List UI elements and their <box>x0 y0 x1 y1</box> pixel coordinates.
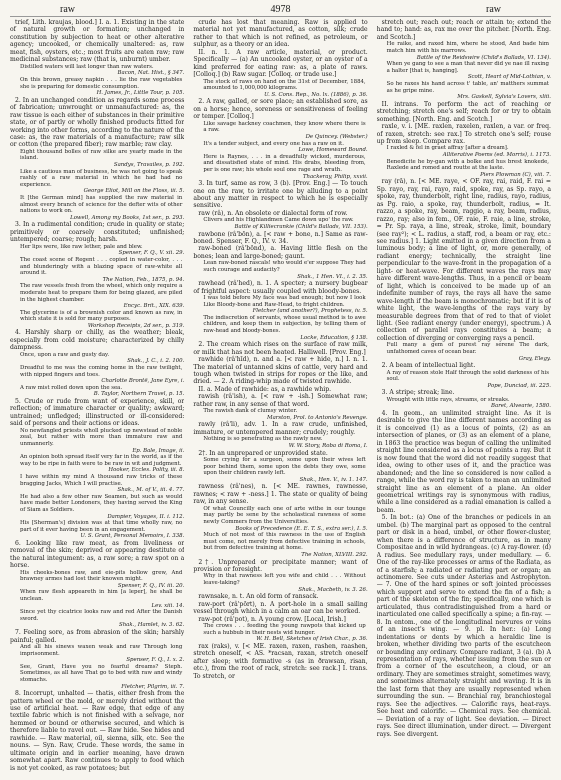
citation: Sandys, Travailes, p. 192. <box>113 162 185 169</box>
quotation: Since yet thy cicatrice looks raw and red After the Danish sword. <box>20 609 183 622</box>
quotation: The raw vessels fresh from the wheel, which only require a moderate heat to prepare them for being glazed, are piled in the highest chamber. <box>20 283 183 303</box>
entry-paragraph: rawnsake, n. t. An old form of ransack. <box>198 593 319 601</box>
quotation: The stock of raws on hand on the 31st of December, 1884, amounted to 1,000,000 kilograms. <box>203 78 366 92</box>
entry-paragraph: 2†. In an unprepared or unprovided state. <box>198 449 328 457</box>
citation: George Eliot, Mill on the Floss, iii. 5. <box>83 188 185 195</box>
entry-paragraph: trief, Lith. kraujas, blood.] I. a. 1. Existing in the state of natural growth or formation; unchanged in constitution by subjection to heat or other alterative agency; uncooked, or chemically unaltered: as, raw meat, fish, oysters, etc.; most fruits are eaten raw; raw medicinal substances; raw (that is, unburnt) umber. <box>10 19 185 64</box>
entry-paragraph: raw-pot (râ'pot), n. A young crow. [Local, Irish.] <box>198 615 346 623</box>
entry-paragraph: 8. Incorrupt, unhalted — thatis, either fresh from the pattern wheel or the mold, or merely dried without the use of artificial heat. — Raw edge, that edge of any textile fabric which is not finished with a selvage, nor hemmed or bound or otherwise secured, and which is therefore liable to ravel out. — Raw hide. See hides and rawhide. — Raw material, oil, sienna, silk, etc. See the nouns. — Syn. Raw, Crude. These words, the same in ultimate origin and in earlier meaning, have drawn somewhat apart. Raw continues to apply to food which is not yet cooked, as raw potatoes; but <box>10 690 185 772</box>
citation: Dampier, Voyages, II. i. 112. <box>107 513 185 520</box>
entry-paragraph: 3. A stripe; streak; line. <box>381 389 455 397</box>
quotation: It [the German mind] has supplied the raw material in almost every branch of science for the defter wits of other nations to work on. <box>20 195 183 215</box>
citation: Gray, Elegy. <box>518 355 551 362</box>
quotation: The coast scene of Regent . . . copied in water-color, . . . and blunderingly with a blazing space of raw-white all around it. <box>20 256 183 277</box>
entry-paragraph: rax (raks), v. [< ME. raxen, raxen, rashen, raashen, stretch oneself, < AS. *racsan, raxan, stretch oneself after sleep; with formative -s (as in ðrawsan, risan, etc.), from the root of rack, stretch: see rack.] I. trans. To stretch, or <box>193 642 368 680</box>
quotation: Nothing is so penetrating as the rawly new. <box>203 436 323 443</box>
entry-paragraph: 4. In geom., an unlimited straight line. As it is desirable to give the line different names according as it is conceived (1) as a locus of points, (2) as an intersection of planes, or (3) as an element of a plane, in 1863 the practice was begun of calling the unlimited straight line considered as a locus of points a ray. But it is now found that the word did not readily suggest that idea, owing to other uses of it, and the practice was abandoned; and the line so considered is now called a range, while the word ray is taken to mean an unlimited straight line as an element of a plane. An older geometrical writings ray is synonymous with radius, while a line considered as a radial emanation is called a beam. <box>376 410 551 514</box>
citation: W. H. Bell, Sketches of Irish Char., p. 36. <box>256 636 368 643</box>
citation: Lowell, Among my Books, 1st ser., p. 293. <box>70 214 185 221</box>
citation: Hooker, Eccles. Polity, iii. 8. <box>108 467 185 474</box>
quotation: And all his sinews waxen weak and raw Through long imprisonment. <box>20 643 183 657</box>
text-columns <box>10 19 551 777</box>
citation: Alliterative Poems (ed. Morris), i. 1173. <box>442 152 551 159</box>
quotation: Dreadful to me was the coming home in the raw twilight, with nipped fingers and toes. <box>20 365 183 378</box>
column-3 <box>377 19 551 777</box>
citation: Scott, Heart of Mid-Lothian, v. <box>467 74 551 81</box>
citation: B. Taylor, Northern Travel, p. 15. <box>93 391 185 398</box>
entry-paragraph: raw-boned (râ'bōnd), a. Having little flesh on the bones; lean and large-boned; gaunt. <box>193 245 368 260</box>
citation: Encyc. Brit., XIX. 639. <box>123 303 185 310</box>
entry-paragraph: 3. In a rudimental condition; crude in quality or state; primitively or coarsely constituted; unfinished; untempered; coarse; rough; harsh. <box>10 221 185 244</box>
quotation: Wrought with little rays, streams, or streaks. <box>386 396 510 403</box>
entry-paragraph: 2†. Unprepared or precipitate manner; want of provision or foresight. <box>193 558 368 573</box>
citation: Battle of the Reidswire (Child's Ballads, VI. 134). <box>416 54 551 61</box>
quotation: Of what Councilly each one of arte withe in our tounge may partly be sene by the scholastical rawness of some newly Commers from the Universities. <box>203 505 366 525</box>
entry-paragraph: ray (rā), n. [< ME. raye, < OF. ray, rai, raid, F. rai = Sp. rayo, ray, rai, rayo, raid, spoke, ray, as Sp. rayo, a spoke, ray, thunderbolt, right line, radius, rayo, radius, as Pg. raio, a spoke, ray, thunderbolt, radius, = It. razzo, a spoke, ray, beam, raggio, a ray, beam, radius, razzo, ray; also in fem., OF. raie, F. raie, a line, stroke, = Pr. Sp. raya, a line, streak, stroke, limit, boundary (see ray²); < L. radius, a staff, rod, a beam or ray, etc.: see radius.] 1. Light emitted in a given direction from a luminous body; a line of light, or, more generally, of radiant energy; technically, the straight line perpendicular to the wave-front in the propagation of a light- or heat-wave. For different waves the rays may have different wave-lengths. Thus, in a pencil or beam of light, which is conceived to be made up of an indefinite number of rays, the rays all have the same wave-length if the beam is monochromatic; but if it is of white light, the wave-lengths of the rays vary by measurable degrees from that of red to that of violet light. (See radiant energy (under energy), spectrum.) A collection of parallel rays constitutes a beam; a collection of diverging or converging rays a pencil. <box>376 178 551 342</box>
quotation: I raxled & fel in graet affray [after a dream]. <box>386 145 509 152</box>
quotation: Distilled waters will last longer than raw waters. <box>20 63 154 70</box>
citation: Lev. xiii. 14. <box>151 602 185 609</box>
citation: Ep. Bale, Image, ii. <box>132 447 185 454</box>
entry-paragraph: 5. In bot.: (a) One of the branches or pedicels in an umbel. (b) The marginal part as opposed to the central part or disk in a head, umbel, or other flower-cluster, when there is a difference of structure, as in many Compositae and in wild hydrangeas. (c) A ray-flower. (d) A radius. See medullary rays, under medullary. — 6. One of the ray-like processes or arms of the Radiata, as of a starfish; a radiated or radiating part or organ; an actinomere. See cuts under Asterias and Astrophyton. — 7. One of the hard spines or soft jointed processes which support and serve to extend the fin of a fish; a part of the skeleton of the fin; specifically, one which is articulated, thus contradistinguished from a hard or inarticulated one called specifically a spine; a fin-ray. — 8. In entom., one of the longitudinal nervures or veins of an insect's wing. — 9. pl. In her.: (a) Long indentations or dents by which a heraldic line is broken, whether dividing two parts of the escutcheon or bounding any ordinary. Compare radiant, 3 (a). (b) A representation of rays, whether issuing from the sun or from a corner of the escutcheon, a cloud, or an ordinary. They are sometimes straight, sometimes wavy, and sometimes alternately straight and waving. It is in the last form that they are usually represented when surrounding the sun. — Branchial ray, branchiostegal rays. See the adjectives. — Calorific rays, heat-rays. See heat and calorific. — Chemical rays. See chemical. — Deviation of a ray of light. See deviation. — Direct rays. See direct illumination, under direct. — Divergent rays. See divergent. <box>376 514 551 738</box>
quotation: Her lips were, like raw lether, pale and blew. <box>20 243 143 250</box>
citation: Shak., Hamlet, iv. 3. 62. <box>119 622 185 629</box>
quotation: On this brown, greasy napkin . . . lie the raw vegetables she is preparing for domestic consumption. <box>20 76 183 90</box>
quotation: The crows . . . feeding the young rawpots that kicked up such a hubbub in their nests wid hunger. <box>203 623 366 636</box>
citation: Fletcher (and another?), Prophetess, iv. 5. <box>252 308 368 315</box>
citation: Spenser, F. Q., V. xii. 29. <box>118 250 185 257</box>
entry-paragraph: rawness (râ'nes), n. [< ME. rawnes, rawnesse, rawnes; < raw + -ness.] 1. The state or quality of being raw, in any sense. <box>193 483 368 506</box>
entry-paragraph: 6. Looking like raw meat, as from liveliness or removal of the skin; deprived or appearing destitute of the natural integument: as, a raw sore; a raw spot on a horse. <box>10 539 185 570</box>
quotation: So he raxes his hand across t' table, an' matthers summat as he gripe mine. <box>386 80 549 94</box>
citation: Thackeray, Philip, xxvii. <box>302 173 368 180</box>
entry-paragraph: 2. The cream which rises on the surface of raw milk, or milk that has not been heated. Halliwell. [Prov. Eng.] <box>193 341 368 356</box>
quotation: It's a tender subject, and every one has a raw on it. <box>203 140 344 147</box>
citation: Pope, Dunciad, iii. 225. <box>487 382 551 389</box>
citation: Mrs. Gaskell, Sylvia's Lovers, xliii. <box>457 94 551 101</box>
quotation: The rawish dank of clumsy winter. <box>203 408 298 415</box>
header-right-guideword: raw <box>486 4 501 15</box>
page-header <box>10 4 551 17</box>
entry-paragraph: 7. Feeling sore, as from abrasion of the skin; harshly painful; galled. <box>10 629 185 644</box>
quotation: Like savage hackney coachmen, they know where there is a raw. <box>203 120 366 134</box>
quotation: See, Grant, Have you no fearful dreams? Steph. Sometimes, as all have That go to bed with raw and windy stomachs. <box>20 663 183 683</box>
entry-paragraph: 4. Harshly sharp or chilly, as the weather; bleak, especially from cold moisture; characterized by chilly dampness. <box>10 329 185 352</box>
quotation: I was told before My face was bad enough; but now I look Like Bloody-bone and Raw-Head, to fright children. <box>203 295 366 308</box>
entry-paragraph: II. n. 1. A raw article, material, or product. Specifically — (a) An uncooked oyster, or an oyster of a kind preferred for eating raw: as, a plate of raws. [Colloq.] (b) Raw sugar. [Colloq. or trade use.] <box>193 48 368 79</box>
entry-paragraph: raw (râ), n. An obsolete or dialectal form of row. <box>198 209 348 217</box>
entry-paragraph: II. intrans. To perform the act of reaching or stretching; stretch one's self; reach for or try to obtain something. [North. Eng. and Scotch.] <box>376 100 551 123</box>
quotation: Lean raw-boned rascals! who would e'er suppose They had such courage and audacity? <box>203 260 366 273</box>
entry-paragraph: rawly (râ'li), adv. 1. In a raw crude, unfinished, immature, or untempered manner; crudely; roughly. <box>193 421 368 436</box>
entry-paragraph: 2. A beam of intellectual light. <box>381 362 476 370</box>
quotation: Much of not most of this rawness in the use of English must come, not merely from defective training in schools, but from defective training at home. <box>203 532 366 552</box>
citation: Shak., M. of V., iii. 4. 77. <box>117 487 185 494</box>
citation: Workshop Receipts, 2d ser., p. 319. <box>87 322 185 329</box>
entry-paragraph: stretch out; reach out; reach or attain to; extend the hand to; hand: as, rax me over the pitcher. [North. Eng. and Scotch.] <box>376 19 551 41</box>
quotation: When raw flesh appeareth in him [a leper], he shall be unclean. <box>20 589 183 603</box>
citation: Lowe, Homeward Bound. <box>298 147 368 154</box>
quotation: He raike, and raxed him, where he stood, And bade him match him with his marrows. <box>386 41 549 54</box>
citation: Spenser, F. Q., IV. iii. 20. <box>117 582 185 589</box>
entry-paragraph: 2. A raw, galled, or sore place; an established sore, as on a horse; hence, soreness or sensitiveness of feeling or temper. [Colloq.] <box>193 98 368 121</box>
quotation: Benedicite he by-gan with a bolke and hus brest knokede, Raxlede and romed and routte at the laste. <box>386 158 549 172</box>
quotation: I have within my mind A thousand raw tricks of these bragging Jacks, Which I will practise. <box>20 473 183 487</box>
citation: The Nation, Feb., 1875, p. 94. <box>102 276 185 283</box>
quotation: He had also a few other raw Seamen, but such as would have made better Londoners, they having served the King of Siam as Soldiers. <box>20 493 183 513</box>
quotation: Here is Raynes, . . . in a dreadfully wicked, murderous, and dissatisfied state of mind. His drabs, bleeding from, per is one raw; his whole soul one rage and wrath. <box>203 153 366 173</box>
citation: U. S. Grant, Personal Memoirs, I. 338. <box>80 533 185 540</box>
citation: Piers Plowman (C), viii. 7. <box>480 171 551 178</box>
quotation: Some crying for a surgeon, some upon their wives left poor behind them, some upon the debts they owe, some upon their children rawly left. <box>203 457 366 477</box>
quotation: The indiscretion of servants, whose usual method is to awe children, and keep them in subjection, by telling them of raw-head and bloody-bones. <box>203 314 366 335</box>
quotation: No newfangled priests wholl plucked up newstead of noble zeal, but rather with more than immature raw and unmannerly. <box>20 427 183 447</box>
entry-paragraph: 3. In turf, same as row, 3 (b). [Prov. Eng.] — To touch one on the raw, to irritate one by alluding to a point about any matter in respect to which he is especially sensitive. <box>193 180 368 210</box>
citation: Battle of Killiecrankie (Child's Ballads, VII. 153). <box>234 223 368 230</box>
entry-paragraph: crude has lost that meaning. Raw is applied to material not yet manufactured, as cotton, silk; crude rather to that which is not refined, as petroleum, or sulphur, as a theory or an idea. <box>193 19 368 49</box>
citation: H. James, Jr., Little Tour, p. 105. <box>96 90 185 97</box>
entry-paragraph: raxle, v. i. [ME. raxlen, raxelen, raxlen, a var. or freq. of raxen, stretch: see rax.] To stretch one's self; rouse up from sleep. Compare rax. <box>376 123 551 145</box>
entry-paragraph: 2. In an unchanged condition as regards some process of fabrication; unwrought or unmanufactured: as, the raw tissue is each either of substances in their primitive state, or of partly or wholly finished products fitted for working into other forms, according to the nature of the case: as, the raw materials of a manufacture; raw silk or cotton (the prepared fiber); raw marble; raw clay. <box>10 96 185 149</box>
column-1 <box>10 19 184 777</box>
quotation: Full many a gem of purest ray serene The dark, unfathomed caves of ocean bear. <box>386 342 549 355</box>
citation: De Quincey. (Webster.) <box>305 133 368 140</box>
header-left-guideword: raw <box>60 4 75 15</box>
column-2 <box>193 19 367 777</box>
citation: Shak., Hen. V., iv. 1. 147. <box>299 476 368 483</box>
citation: U. S. Cons. Rep., No. lx. (1886), p. 36. <box>264 91 368 98</box>
citation: Books of Precedence (E. E. T. S., extra ser.), I. 5. <box>235 525 368 532</box>
quotation: When ye gang to see a man that never did ye nae ill raxing a halter [that is, hanging]. <box>386 61 549 74</box>
entry-paragraph: rawish (râ'ish), a. [< raw + -ish.] Somewhat raw; rather raw, in any sense of that word. <box>193 393 368 408</box>
citation: W. W. Story, Roba di Roma, I. <box>288 442 368 449</box>
citation: Charlotte Brontë, Jane Eyre, i. <box>101 378 185 385</box>
quotation: A raw mist rolled down upon the sea. <box>20 384 123 391</box>
entry-paragraph: 5. Crude or rude from want of experience, skill, or reflection; of immature character or quality; awkward; untrained; unfledged; illinstructed or ill-considered: said of persons and their actions or ideas. <box>10 397 185 428</box>
quotation: Eight thousand bolles of raw silke are yearly made in the island. <box>20 148 183 162</box>
citation: Shak., Macbeth, iv. 3. 26. <box>298 586 368 593</box>
entry-paragraph: rawbone (râ'bōn), a. [< raw + bone, n.] Same as raw-boned. Spenser, F. Q., IV. v. 34. <box>193 230 368 246</box>
citation: Spenser, F. Q., I. x. 2. <box>126 657 185 664</box>
quotation: A ray of reason stole Half through the solid darkness of his soul. <box>386 369 549 383</box>
entry-paragraph: rawhide (râ'hīd), n. and a. [< raw + hide, n.] I. n. 1. The material of untanned skins of cattle, very hard and tough when twisted in strips for ropes or the like, and dried. — 2. A riding-whip made of twisted rawhide. <box>193 356 368 386</box>
quotation: Like a cautious man of business, he was not going to speak rashly of a raw material in which he had had no experience. <box>20 168 183 188</box>
quotation: Once, upon a raw and gusty day. <box>20 351 110 358</box>
quotation: His [Sherman's] division was at that time wholly raw, no part of it ever having been in an engagement. <box>20 520 183 533</box>
quotation: An opinion both spread itself very far in the world, as if the way to be ripe in faith were to be raw in wit and judgment. <box>20 454 183 467</box>
citation: Fletcher, Pilgrim, iii. 7. <box>121 683 185 690</box>
citation: The Nation, XLVIII. 292. <box>301 551 368 558</box>
quotation: His cheeks-bones raw, and eie-pits hollow grew, And brawney armes had lost their knowen might. <box>20 569 183 583</box>
page-number: 4978 <box>270 4 291 15</box>
citation: Marston, Prol. to Antonio's Revenge. <box>267 414 368 421</box>
quotation: The glycerine is of a brownish color and known as raw, in which state it is sold for many purposes. <box>20 309 183 323</box>
entry-paragraph: II. a. Made of rawhide: as, a rawhide whip. <box>198 385 332 393</box>
citation: Baret, Alvearie, 1580. <box>491 403 551 410</box>
citation: Bacon, Nat. Hist., § 347. <box>117 70 185 77</box>
citation: Locke, Education, § 138. <box>300 334 368 341</box>
entry-paragraph: raw-port (râ'pōrt), n. A port-hole in a small sailing vessel through which in a calm an oar can be worked. <box>193 600 368 616</box>
entry-paragraph: rawhead (râ'hed), n. 1. A specter; a nursery bugbear of frightful aspect: usually coupled with bloody-bones. <box>193 280 368 295</box>
citation: Shak., 1 Hen. VI., i. 2. 35. <box>297 273 368 280</box>
citation: Shak., J. C., i. 2. 100. <box>127 358 185 365</box>
quotation: Why in that rawness left you wife and child . . . Without leave-taking? <box>203 573 366 587</box>
quotation: Clivers and his Highlandmen Came down upo' the raw. <box>203 217 354 224</box>
